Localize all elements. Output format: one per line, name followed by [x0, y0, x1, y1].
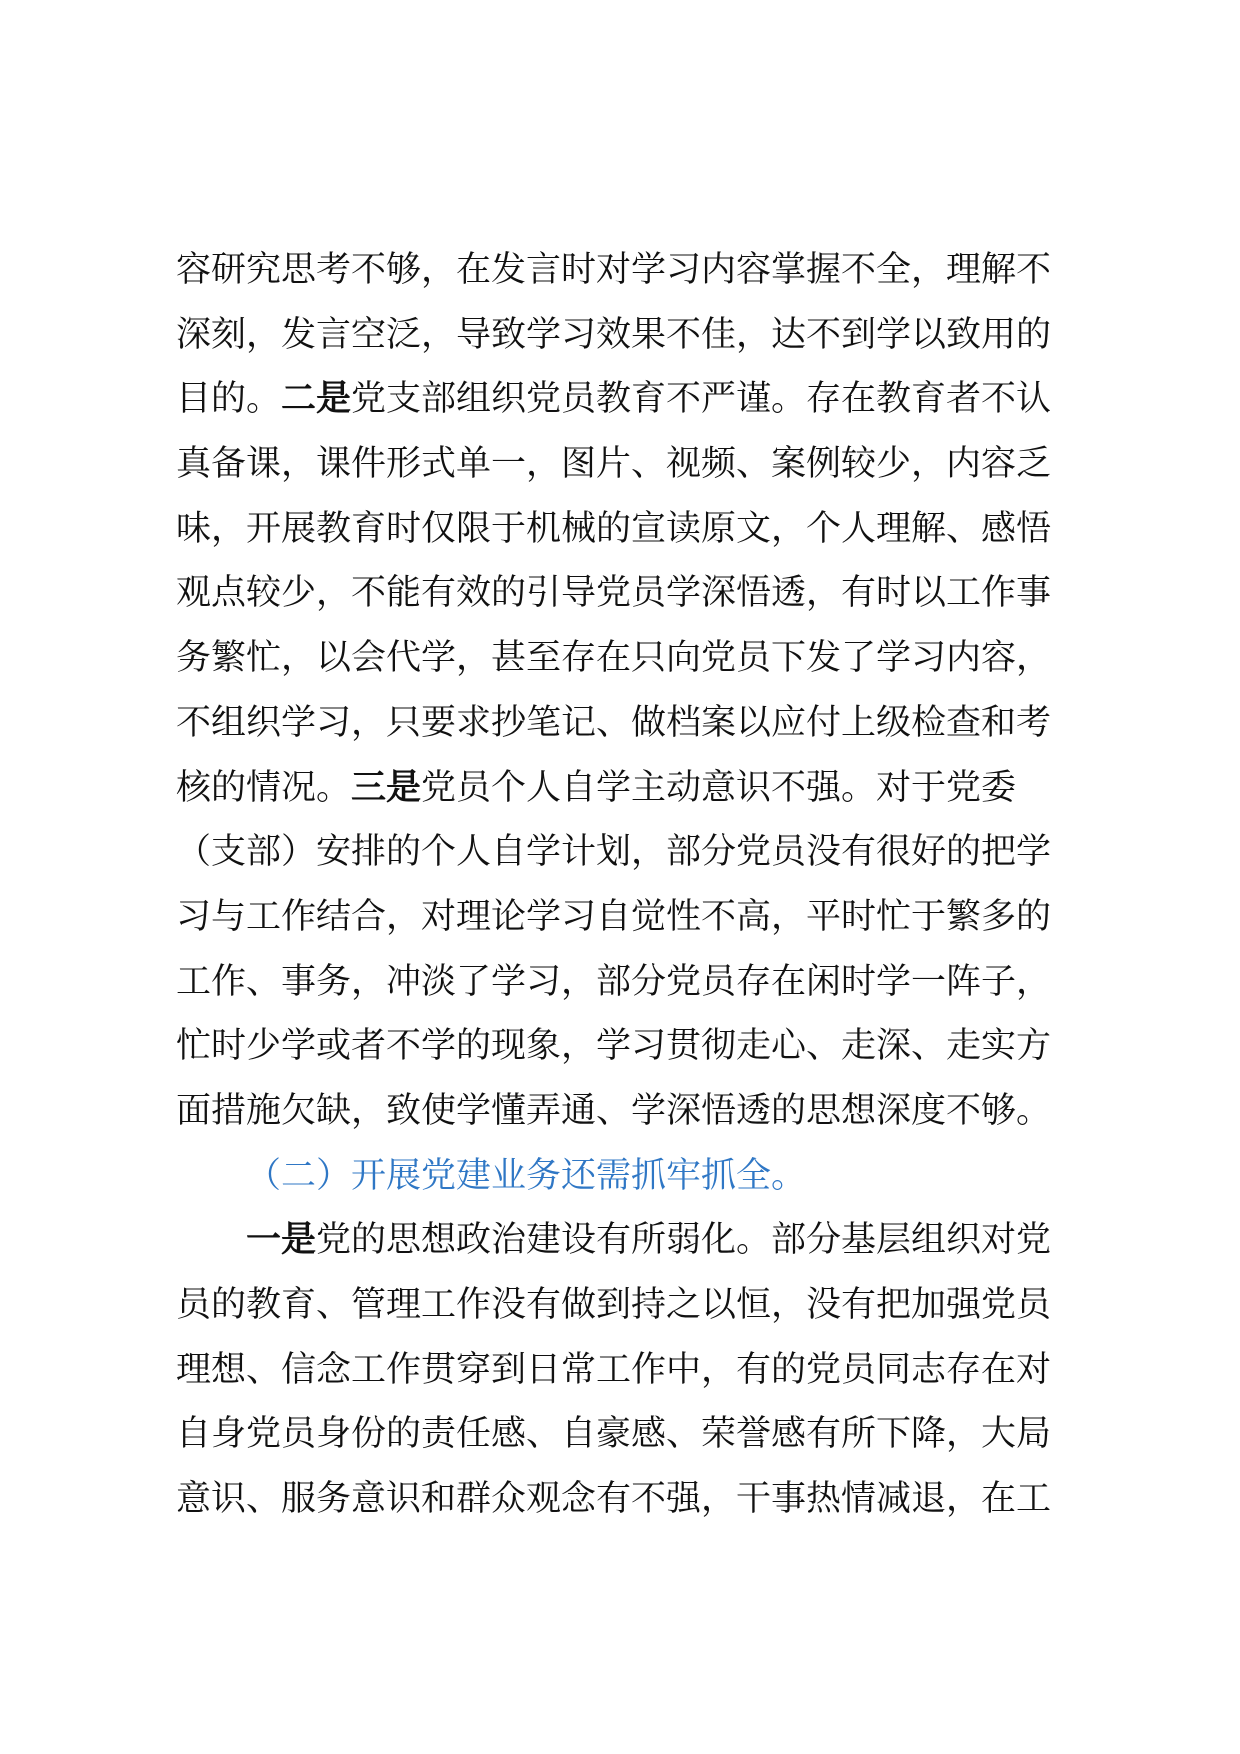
line-text: 真备课，课件形式单一，图片、视频、案例较少，内容乏 — [176, 444, 1052, 485]
text-line — [176, 238, 1086, 303]
text-line — [176, 756, 1086, 821]
text-line — [176, 303, 1086, 368]
line-text: 自身党员身份的责任感、自豪感、荣誉感有所下降，大局 — [176, 1414, 1052, 1455]
line-text: 习与工作结合，对理论学习自觉性不高，平时忙于繁多的 — [176, 896, 1052, 937]
line-text: 忙时少学或者不学的现象，学习贯彻走心、走深、走实方 — [176, 1026, 1052, 1067]
section-heading-text: （二）开展党建业务还需抓牢抓全。 — [246, 1155, 807, 1196]
line-text: 不组织学习，只要求抄笔记、做档案以应付上级检查和考 — [176, 702, 1052, 743]
line-text: 深刻，发言空泛，导致学习效果不佳，达不到学以致用的 — [176, 314, 1052, 355]
line-text: 员的教育、管理工作没有做到持之以恒，没有把加强党员 — [176, 1285, 1052, 1325]
bold-lead-in: 二是 — [281, 379, 352, 420]
line-text: 目的。 — [176, 379, 282, 420]
text-line — [176, 1014, 1086, 1079]
document-body — [176, 238, 1086, 1532]
text-line — [176, 820, 1086, 885]
text-line — [176, 885, 1086, 950]
text-line — [176, 1338, 1086, 1403]
bold-lead-in: 一是 — [246, 1220, 317, 1261]
line-text: 面措施欠缺，致使学懂弄通、学深悟透的思想深度不够。 — [176, 1090, 1052, 1131]
line-text: 观点较少，不能有效的引导党员学深悟透，有时以工作事 — [176, 573, 1052, 614]
bold-lead-in: 三是 — [351, 767, 422, 808]
line-text: 党的思想政治建设有所弱化。部分基层组织对党 — [316, 1220, 1052, 1261]
text-line — [176, 1273, 1086, 1338]
line-text: 务繁忙，以会代学，甚至存在只向党员下发了学习内容， — [176, 638, 1052, 679]
text-line — [176, 367, 1086, 432]
text-line — [176, 691, 1086, 756]
text-line — [176, 1467, 1086, 1532]
text-line — [176, 432, 1086, 497]
line-text: 工作、事务，冲淡了学习，部分党员存在闲时学一阵子， — [176, 961, 1052, 1002]
line-text: （支部）安排的个人自学计划，部分党员没有很好的把学 — [176, 832, 1052, 873]
text-line — [176, 1079, 1086, 1144]
line-text: 党支部组织党员教育不严谨。存在教育者不认 — [351, 379, 1052, 420]
line-text: 味，开展教育时仅限于机械的宣读原文，个人理解、感悟 — [176, 508, 1052, 549]
text-line — [176, 497, 1086, 562]
line-text: 理想、信念工作贯穿到日常工作中，有的党员同志存在对 — [176, 1349, 1052, 1390]
text-line — [176, 950, 1086, 1015]
text-line — [176, 1208, 1086, 1273]
text-line — [176, 561, 1086, 626]
line-text: 容研究思考不够，在发言时对学习内容掌握不全，理解不 — [176, 250, 1052, 290]
text-line — [176, 1402, 1086, 1467]
line-text: 意识、服务意识和群众观念有不强，干事热情减退，在工 — [176, 1479, 1052, 1520]
line-text: 核的情况。 — [176, 767, 352, 808]
line-text: 党员个人自学主动意识不强。对于党委 — [421, 767, 1017, 808]
section-heading — [176, 1144, 1086, 1209]
text-line — [176, 626, 1086, 691]
